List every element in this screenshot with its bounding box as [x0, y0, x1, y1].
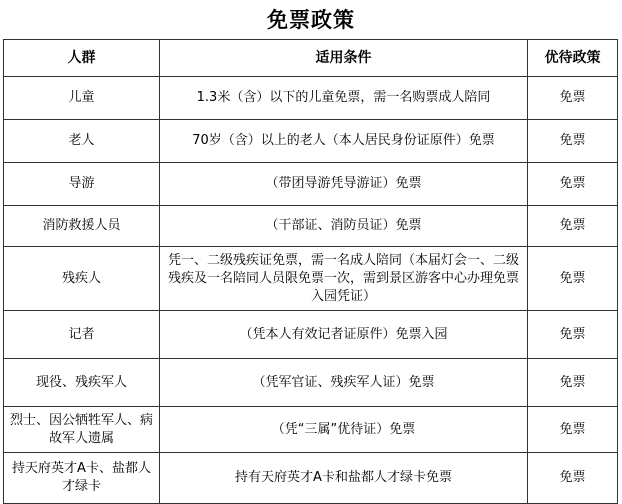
- cell-condition: （干部证、消防员证）免票: [160, 206, 528, 247]
- cell-people: 残疾人: [4, 247, 160, 311]
- table-row: [4, 359, 618, 407]
- table-row: [4, 247, 618, 311]
- table-row: [4, 77, 618, 120]
- cell-people: 现役、残疾军人: [4, 359, 160, 407]
- cell-policy: 免票: [528, 311, 618, 359]
- cell-condition: （凭军官证、残疾军人证）免票: [160, 359, 528, 407]
- cell-people: 导游: [4, 163, 160, 206]
- table-header-row: [4, 40, 618, 77]
- table-row: [4, 120, 618, 163]
- cell-condition: （凭本人有效记者证原件）免票入园: [160, 311, 528, 359]
- cell-people: 儿童: [4, 77, 160, 120]
- cell-policy: 免票: [528, 77, 618, 120]
- cell-condition: 持有天府英才A卡和盐都人才绿卡免票: [160, 453, 528, 504]
- table-row: [4, 206, 618, 247]
- cell-people: 烈士、因公牺牲军人、病故军人遗属: [4, 407, 160, 453]
- cell-people: 持天府英才A卡、盐都人才绿卡: [4, 453, 160, 504]
- cell-people: 记者: [4, 311, 160, 359]
- table-row: [4, 407, 618, 453]
- table-row: [4, 311, 618, 359]
- cell-policy: 免票: [528, 206, 618, 247]
- table-row: [4, 163, 618, 206]
- header-condition: 适用条件: [160, 40, 528, 77]
- cell-condition: 1.3米（含）以下的儿童免票，需一名购票成人陪同: [160, 77, 528, 120]
- cell-people: 老人: [4, 120, 160, 163]
- cell-condition: 凭一、二级残疾证免票，需一名成人陪同（本届灯会一、二级残疾及一名陪同人员限免票一次，需到景区游客中心办理免票入园凭证）: [160, 247, 528, 311]
- cell-policy: 免票: [528, 163, 618, 206]
- table-row: [4, 453, 618, 504]
- header-policy: 优待政策: [528, 40, 618, 77]
- cell-policy: 免票: [528, 407, 618, 453]
- header-people: 人群: [4, 40, 160, 77]
- cell-condition: （带团导游凭导游证）免票: [160, 163, 528, 206]
- free-ticket-policy-table: [3, 39, 618, 504]
- page-title: 免票政策: [267, 7, 355, 32]
- cell-people: 消防救援人员: [4, 206, 160, 247]
- cell-policy: 免票: [528, 247, 618, 311]
- cell-condition: 70岁（含）以上的老人（本人居民身份证原件）免票: [160, 120, 528, 163]
- cell-policy: 免票: [528, 359, 618, 407]
- cell-condition: （凭“三属”优待证）免票: [160, 407, 528, 453]
- cell-policy: 免票: [528, 120, 618, 163]
- cell-policy: 免票: [528, 453, 618, 504]
